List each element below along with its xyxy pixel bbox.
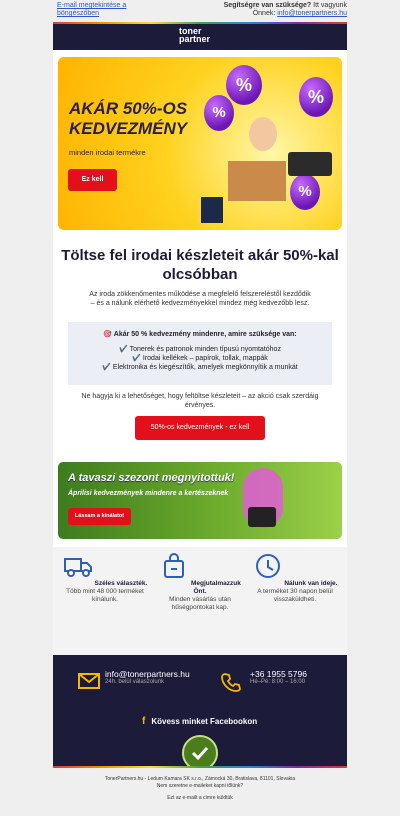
envelope-icon [78, 673, 100, 689]
checkmark-icon [184, 737, 216, 769]
footer-phone[interactable]: +36 1955 5796 [250, 669, 307, 679]
shopping-box [228, 161, 286, 201]
feature-text: Több mint 48 000 terméket kínálunk. [66, 588, 144, 603]
section-title: Töltse fel irodai készleteit akár 50%-kal olcsóbban [61, 247, 339, 283]
email-footer [53, 655, 347, 766]
logo-line-2: partner [179, 34, 211, 44]
phone-contact [250, 669, 307, 685]
help-text-2: Önnek: [252, 10, 278, 17]
help-text-1: Itt vagyunk [313, 2, 347, 9]
footer-email-link[interactable]: info@tonerpartners.hu [105, 669, 190, 679]
facebook-icon: f [142, 716, 146, 727]
main-content [53, 50, 347, 655]
lawn-mower [248, 507, 276, 527]
benefit-item: ✔️ Tonerek és patronok minden típusú nyomtatóhoz [119, 346, 281, 353]
hero-headline-line-2: KEDVEZMÉNY [69, 119, 188, 138]
intro-text: Az iroda zökkenőmentes működése a megfelelő felszereléstől kezdődik – és a nálunk elérhető kedvezményekkel mindez még kedvezőbb lesz. [89, 291, 311, 307]
rainbow-strip [53, 22, 347, 24]
feature-text: Minden vásárlás után hűségpontokat kap. [169, 596, 231, 611]
help-email-link[interactable]: info@tonerpartners.hu [277, 10, 347, 17]
balloon-icon: % [226, 65, 262, 105]
offer-note: Ne hagyja ki a lehetőséget, hogy feltöltse készleteit – az akció csak szerdáig érvényes. [81, 393, 319, 409]
facebook-link[interactable] [142, 716, 257, 727]
top-bar [0, 0, 400, 22]
benefits-box [68, 322, 332, 385]
opening-hours: Hé–Pé: 8:00 – 16:00 [250, 679, 306, 685]
hero-cta-button[interactable]: Ez kell [68, 169, 117, 191]
balloon-icon: % [290, 174, 320, 210]
balloon-icon: % [299, 77, 333, 117]
feature-title: Nálunk van ideje. [284, 580, 338, 587]
feature-title: Megjutalmazzuk Önt. [190, 580, 241, 595]
spring-title: A tavaszi szezont megnyitottuk! [68, 472, 235, 484]
balloon-icon: % [204, 95, 234, 131]
benefits-title: 🎯 Akár 50 % kedvezmény mindenre, amire szüksége van: [103, 331, 297, 338]
tonerpartner-logo[interactable] [179, 27, 210, 43]
spring-offer-button[interactable]: Lássam a kínálatot [68, 508, 131, 525]
benefit-item: ✔️ Elektronika és kiegészítők, amelyek megkönnyítik a munkát [102, 364, 298, 371]
benefit-item: ✔️ Irodai kellékek – papírok, tollak, mappák [132, 355, 268, 362]
spring-banner[interactable] [58, 462, 342, 539]
unsubscribe-question[interactable]: Nem szeretne e-maileket kapni tőlünk? [156, 782, 244, 789]
view-in-browser-link[interactable]: E-mail megtekintése a böngészőben [57, 2, 127, 17]
feature-title: Széles választék. [94, 580, 148, 587]
help-title: Segítségre van szüksége? [223, 2, 312, 9]
hero-headline [69, 99, 239, 139]
feature-rewards [155, 547, 245, 612]
phone-icon [221, 672, 241, 692]
discounts-cta-button[interactable]: 50%-os kedvezmények - ez kell [135, 416, 265, 440]
company-address: TonerPartners.hu - Ledum Kamara SK s.r.o., Zámocká 30, Bratislava, 81101, Slovakia [104, 776, 296, 782]
email-response-note: 24h. belül válaszolunk [105, 679, 165, 685]
legal-footer [53, 768, 347, 816]
sent-to-note: Ezt az e-mailt a címre küldtük [167, 795, 233, 801]
spring-subtitle: Áprilisi kedvezmények mindenre a kertészeknek [68, 490, 229, 497]
mascot-figure [249, 117, 277, 151]
printer-image [288, 152, 332, 176]
help-contact [224, 2, 347, 18]
feature-selection [60, 547, 150, 604]
toner-boxes [201, 197, 223, 223]
hero-headline-line-1: AKÁR 50%-OS [69, 99, 188, 118]
facebook-label: Kövess minket Facebookon [151, 717, 258, 726]
features-row [53, 547, 347, 655]
email-header [53, 22, 347, 50]
feature-returns [250, 547, 340, 604]
truck-icon [63, 553, 93, 579]
hero-banner[interactable] [58, 57, 342, 230]
email-contact [105, 669, 190, 685]
clock-icon [253, 553, 283, 579]
feature-text: A terméket 30 napon belül visszaküldheti. [257, 588, 333, 603]
gift-bag-icon [159, 553, 189, 579]
hero-subline: minden irodai termékre [69, 148, 146, 157]
logo-line-1: toner [179, 26, 202, 36]
